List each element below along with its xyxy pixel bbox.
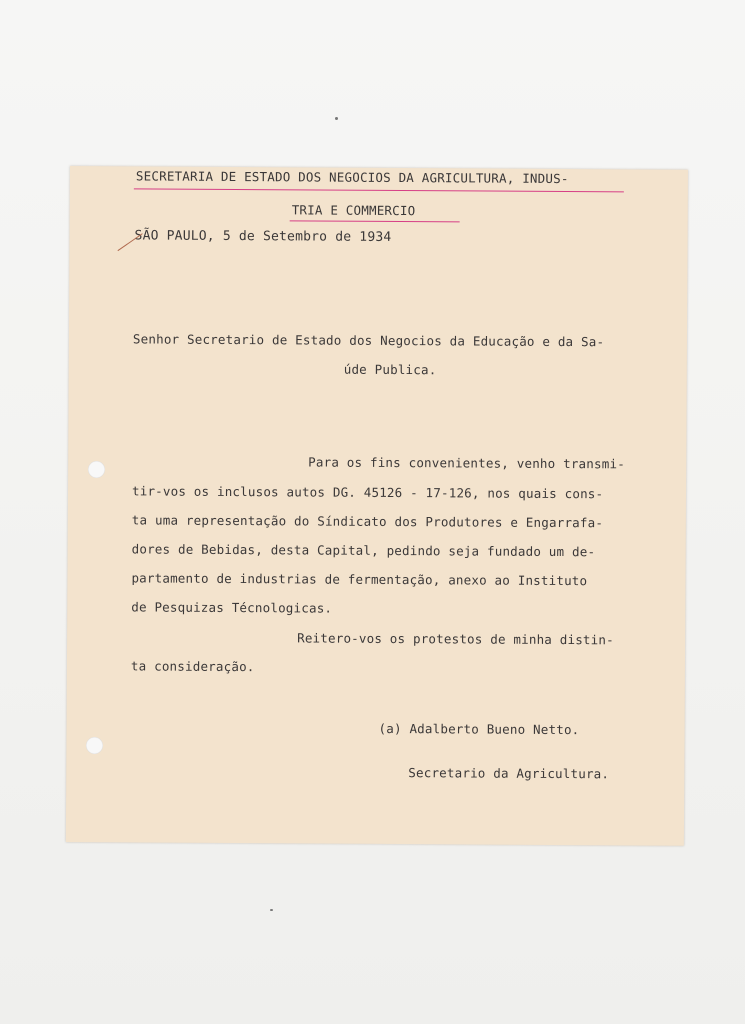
punch-hole-bottom	[86, 737, 103, 754]
letterhead-underline-1	[134, 188, 624, 192]
letterhead-line-2: TRIA E COMMERCIO	[291, 202, 416, 219]
punch-hole-top	[88, 461, 105, 478]
closing-line-2: ta consideração.	[130, 658, 255, 675]
dust-speck	[270, 909, 273, 911]
addressee-line-1: Senhor Secretario de Estado dos Negocios da Educação e da Sa-	[132, 331, 605, 350]
signature-title: Secretario da Agricultura.	[408, 765, 610, 782]
closing-line-1: Reitero-vos os protestos de minha distin-	[297, 630, 614, 648]
dateline: SÃO PAULO, 5 de Setembro de 1934	[134, 228, 392, 245]
body-line-1: Para os fins convenientes, venho transmi-	[308, 454, 626, 472]
letter-sheet	[66, 166, 688, 846]
letterhead-line-1: SECRETARIA DE ESTADO DOS NEGOCIOS DA AGRICULTURA, INDUS-	[135, 168, 569, 187]
dust-speck	[335, 117, 338, 120]
letterhead-underline-2	[290, 220, 460, 222]
body-line-3: ta uma representação do Síndicato dos Produtores e Engarrafa-	[131, 512, 604, 531]
addressee-line-2: úde Publica.	[343, 361, 437, 378]
body-line-6: de Pesquizas Técnologicas.	[131, 599, 333, 616]
body-line-2: tir-vos os inclusos autos DG. 45126 - 17-126, nos quais cons-	[131, 483, 604, 502]
body-line-5: partamento de industrias de fermentação, anexo ao Instituto	[131, 570, 588, 589]
body-line-4: dores de Bebidas, desta Capital, pedindo seja fundado um de-	[131, 541, 596, 560]
signature-name: (a) Adalberto Bueno Netto.	[378, 720, 580, 738]
